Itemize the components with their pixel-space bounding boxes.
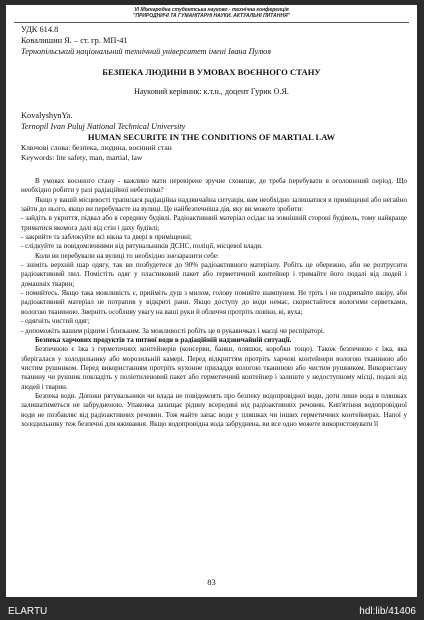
paragraph: Коли ви перебували на вулиці то необхідно знезаразити себе: — [35, 251, 219, 260]
list-item: - одягніть чистий одяг; — [21, 317, 90, 326]
list-item: - зайдіть в укриття, підвал або в середину будівлі. Радіоактивний матеріал осідає на зовнішній стороні будівель, тому найкраще триматися якомога далі від стін і даху будівлі; — [21, 214, 407, 232]
institution: Тернопільський національний технічний університет імені Івана Пулюя — [21, 47, 272, 56]
list-item: - закрийте та заблокуйте всі вікна та двері в приміщенні; — [21, 233, 192, 242]
article-title-en: HUMAN SECURITE IN THE CONDITIONS OF MARTIAL LAW — [87, 132, 336, 142]
header-divider — [14, 22, 409, 23]
footer-repository: ELARTU — [8, 606, 48, 617]
conference-title: VI Міжнародна студентська науково - технічна конференція — [134, 7, 289, 13]
keywords-en: Keywords: lite safety, man, martial, law — [21, 153, 143, 162]
author: Ковалишин Я. – ст. гр. МП-41 — [21, 36, 128, 45]
paragraph: Безпека води. Допоки рятувальники чи влада не повідомлять про безпеку водопровідної води, доти лише вода в пляшках залишатиметься не забрудненою. Упаковка захищає рідину всередині від радіоактивних речовин. Кип'ятіння водопровідної води не позбавляє від радіоактивних речовин. Тож майте запас води у пляшках чи інших герметичних контейнерах. Напої у холодильнику теж безпечні для вживання. Якщо водопровідна вода забруднена, ви все одно можете використовувати її — [21, 391, 407, 428]
author-en: KovalyshynYa. — [21, 111, 73, 120]
udc-code: УДК 614.8 — [21, 25, 59, 34]
article-title-uk: БЕЗПЕКА ЛЮДИНИ В УМОВАХ ВОЄННОГО СТАНУ — [102, 67, 321, 77]
conference-subtitle: "ПРИРОДНИЧІ ТА ГУМАНІТАРНІ НАУКИ. АКТУАЛЬНІ ПИТАННЯ" — [133, 13, 290, 19]
page-number: 83 — [207, 577, 216, 587]
list-item: - помийтесь. Якщо така можливість є, прийміть душ з милом, голову помийте шампунем. Не тріть і не подряпайте шкіру, аби радіоактивний матеріал не потрапив у відкриті рани. Якщо доступу до води немає, скористайтеся вологими серветками, вологою тканиною. Зверніть особливу увагу на ваші руки й обличчя протріть повіки, ві, вуха; — [21, 289, 407, 316]
paragraph: В умовах воєнного стану - важливо мати перевірене зручне сховище, де треба перебувати в оголошений період. Що необхідно робити у разі радіаційної небезпеки? — [21, 177, 407, 195]
list-item: - допоможіть вашим рідним і близьким. За можливості робіть це в рукавичках і масці чи респіраторі. — [21, 326, 325, 335]
document-page — [6, 5, 417, 597]
paragraph: Якщо у вашій місцевості трапилася радіаційна надзвичайна ситуація, вам необхідно залишатися в приміщенні або негайно зайти до нього, якщо ви перебуваєте на вулиці. Це найбезпечніша дія, яку ви можете зробити: — [21, 195, 407, 214]
institution-en: Ternopil Ivan Puluj National Technical University — [21, 122, 186, 131]
conference-header — [6, 7, 417, 19]
footer-handle: hdl:lib/41406 — [359, 606, 416, 617]
keywords-uk: Ключові слова: безпека, людина, воєнний стан — [21, 143, 172, 152]
list-item: - зніміть верхній шар одягу, так ви позбудетеся до 90% радіоактивного матеріалу. Робіть це обережно, аби не розтрусити радіоактивний пил. Помістіть одяг у пластиковий пакет або герметичний контейнер і тримайте його подалі від людей і домашніх тварин; — [21, 261, 407, 288]
supervisor: Науковий керівник: к.т.н., доцент Гурик О.Я. — [134, 87, 289, 96]
article-body — [21, 177, 407, 429]
section-heading: Безпека харчових продуктів та питної води в радіаційній надзвичайній ситуації. — [35, 335, 292, 344]
paragraph: Безпечною є їжа з герметичних контейнерів (консерви, банки, пляшки, коробки тощо). Також безпечною є їжа, яка зберігалася у холодильнику або морозильній камері. Перед відкриттям протріть харчові контейнери вологою тканиною або чистим рушником. Перед використанням протріть кухонне приладдя вологою тканиною або чистим рушником. Використану тканину чи рушник покладіть у поліетиленовий пакет або герметичний контейнер і залиште у недоступному місці, подалі від людей і тварин. — [21, 345, 407, 391]
list-item: - слідкуйте за повідомленнями від рятувальників ДСНС, поліції, місцевої влади. — [21, 242, 263, 251]
